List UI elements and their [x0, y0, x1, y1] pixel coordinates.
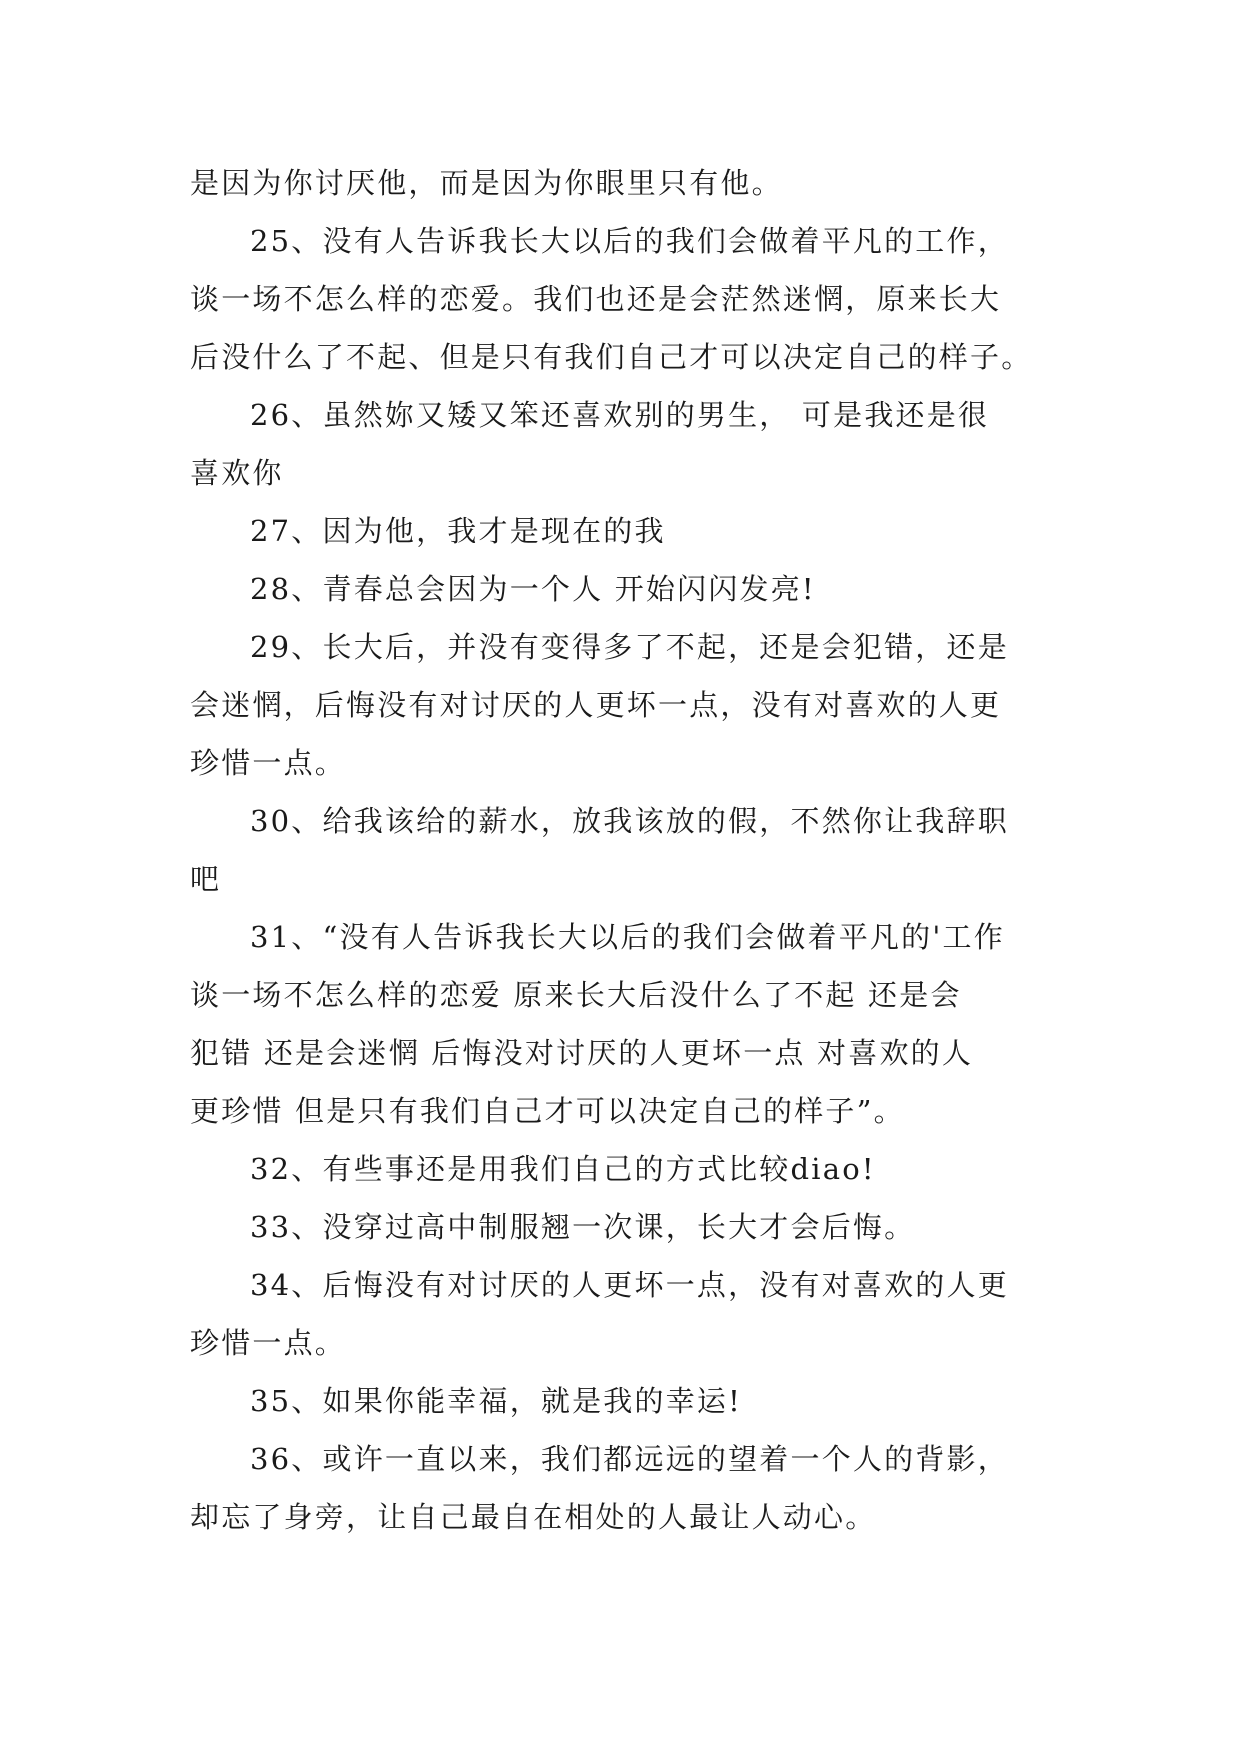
text-line: 32、有些事还是用我们自己的方式比较diao!	[250, 1152, 876, 1186]
text-line: 31、“没有人告诉我长大以后的我们会做着平凡的'工作	[250, 920, 1005, 954]
text-line: 28、青春总会因为一个人 开始闪闪发亮!	[250, 572, 816, 606]
text-line: 30、给我该给的薪水，放我该放的假，不然你让我辞职	[250, 804, 1009, 838]
text-line: 谈一场不怎么样的恋爱 原来长大后没什么了不起 还是会	[190, 978, 962, 1012]
text-line: 27、因为他，我才是现在的我	[250, 514, 666, 548]
document-body	[190, 154, 1050, 1546]
text-line: 后没什么了不起、但是只有我们自己才可以决定自己的样子。	[190, 340, 1033, 374]
text-line: 36、或许一直以来，我们都远远的望着一个人的背影，	[250, 1442, 1009, 1476]
text-line: 是因为你讨厌他，而是因为你眼里只有他。	[190, 166, 783, 200]
text-line: 珍惜一点。	[190, 1326, 347, 1360]
text-line: 珍惜一点。	[190, 746, 347, 780]
text-line: 26、虽然妳又矮又笨还喜欢别的男生， 可是我还是很	[250, 398, 990, 432]
text-line: 喜欢你	[190, 456, 284, 490]
text-line: 25、没有人告诉我长大以后的我们会做着平凡的工作，	[250, 224, 1009, 258]
text-line: 34、后悔没有对讨厌的人更坏一点，没有对喜欢的人更	[250, 1268, 1009, 1302]
text-line: 29、长大后，并没有变得多了不起，还是会犯错，还是	[250, 630, 1009, 664]
text-line: 33、没穿过高中制服翘一次课，长大才会后悔。	[250, 1210, 916, 1244]
text-line: 谈一场不怎么样的恋爱。我们也还是会茫然迷惘，原来长大	[190, 282, 1002, 316]
text-line: 吧	[190, 862, 222, 896]
text-line: 犯错 还是会迷惘 后悔没对讨厌的人更坏一点 对喜欢的人	[190, 1036, 974, 1070]
text-line: 35、如果你能幸福，就是我的幸运!	[250, 1384, 742, 1418]
text-line: 却忘了身旁，让自己最自在相处的人最让人动心。	[190, 1500, 877, 1534]
text-line: 更珍惜 但是只有我们自己才可以决定自己的样子”。	[190, 1094, 905, 1128]
text-line: 会迷惘，后悔没有对讨厌的人更坏一点，没有对喜欢的人更	[190, 688, 1002, 722]
